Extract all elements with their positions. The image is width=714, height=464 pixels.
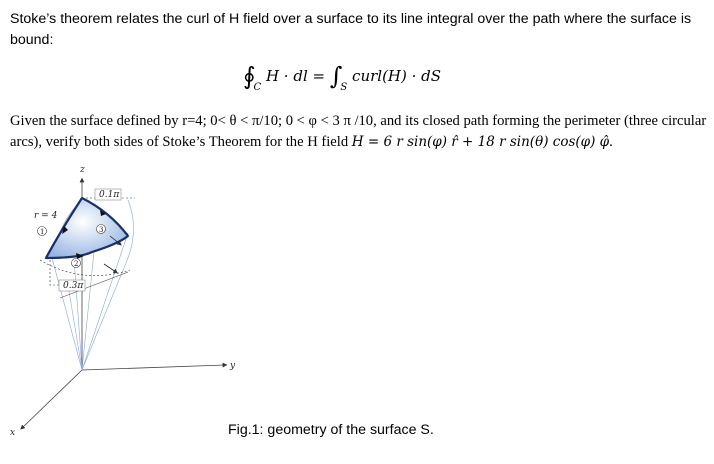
surface-integral-sign: ∫	[329, 62, 343, 90]
problem-text-b: .	[609, 134, 613, 150]
figure-caption: Fig.1: geometry of the surface S.	[228, 422, 434, 438]
contour-integral-sign: ∮	[243, 62, 256, 90]
z-axis-label: z	[80, 165, 85, 175]
surface-geometry-figure	[0, 160, 260, 460]
radius-label: r = 4	[34, 211, 58, 221]
arc-1-label: 1	[40, 228, 45, 236]
theta-label: 0.1π	[99, 190, 120, 200]
arc-3-label: 3	[99, 226, 104, 234]
surface-s	[46, 198, 128, 258]
lhs-subscript: C	[253, 82, 262, 93]
phi-arrow	[104, 264, 116, 272]
rhs-integrand: curl(H) · dS	[352, 67, 442, 85]
problem-text-a: Given the surface defined by r=4; 0< θ < π/10; 0 < φ < 3 π /10, and its closed path forming the perimeter (three circular arcs), verify both sides of Stoke’s Theorem for the H field	[10, 113, 707, 150]
problem-paragraph	[10, 111, 710, 153]
rhs-subscript: S	[340, 82, 348, 93]
field-expression: H = 6 r sin(φ) r̂ + 18 r sin(θ) cos(φ) φ̂	[351, 134, 610, 150]
x-axis	[22, 370, 82, 428]
intro-paragraph: Stoke’s theorem relates the curl of H field over a surface to its line integral over the path where the surface is bound:	[10, 11, 692, 48]
x-axis-label: x	[10, 428, 16, 438]
y-axis	[82, 365, 225, 370]
stokes-equation	[243, 62, 441, 93]
phi-label: 0.3π	[63, 281, 84, 291]
y-axis-label: y	[230, 361, 236, 371]
equals-sign: =	[312, 67, 326, 85]
lhs-integrand: H · dl	[265, 67, 308, 85]
arc-2-label: 2	[74, 260, 79, 268]
